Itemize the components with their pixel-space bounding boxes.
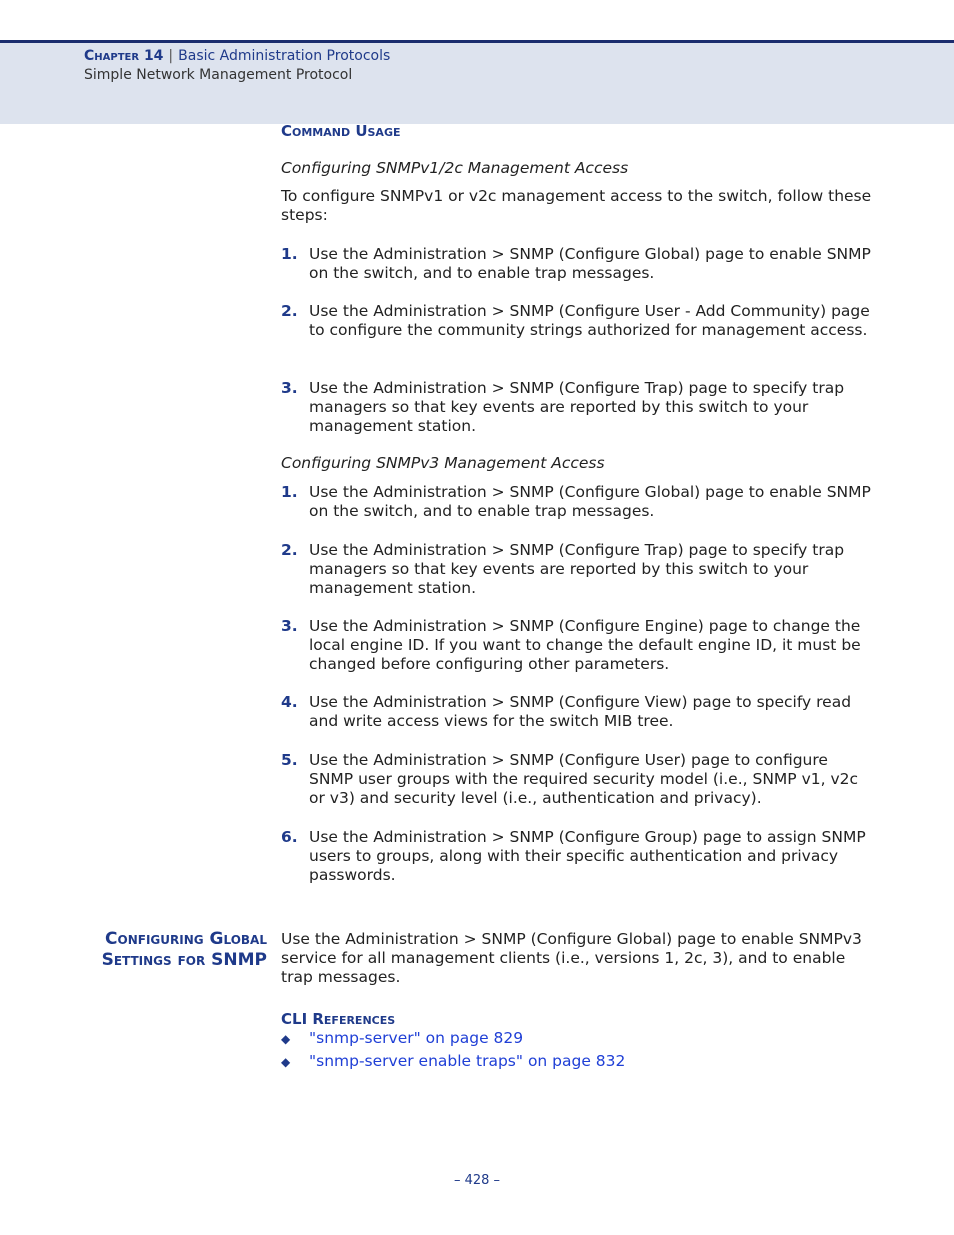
- v1v2c-intro: To configure SNMPv1 or v2c management access to the switch, follow these steps:: [281, 187, 872, 224]
- step-number: 1.: [281, 483, 298, 501]
- step-text: Use the Administration > SNMP (Configure View) page to specify read and write access views for the switch MIB tree.: [309, 693, 852, 730]
- list-item: [281, 302, 873, 340]
- v3-subheading: Configuring SNMPv3 Management Access: [281, 454, 605, 472]
- list-item: [281, 751, 873, 808]
- list-item: [281, 828, 873, 885]
- step-number: 2.: [281, 541, 298, 559]
- v1v2c-subheading: Configuring SNMPv1/2c Management Access: [281, 159, 629, 177]
- diamond-bullet-icon: ◆: [281, 1032, 291, 1046]
- step-number: 5.: [281, 751, 298, 769]
- running-header: [0, 40, 954, 124]
- header-separator: |: [168, 48, 174, 64]
- step-text: Use the Administration > SNMP (Configure Trap) page to specify trap managers so that key events are reported by this switch to your management station.: [309, 541, 845, 597]
- step-text: Use the Administration > SNMP (Configure Engine) page to change the local engine ID. If you want to change the default engine ID, it must be changed before configuring other parameters.: [309, 617, 861, 673]
- list-item: [281, 617, 873, 674]
- step-text: Use the Administration > SNMP (Configure Group) page to assign SNMP users to groups, along with their specific authentication and privacy passwords.: [309, 828, 866, 884]
- list-item: [281, 693, 873, 731]
- step-number: 2.: [281, 302, 298, 320]
- chapter-label: Chapter 14: [84, 48, 164, 64]
- step-text: Use the Administration > SNMP (Configure User - Add Community) page to configure the community strings authorized for management access.: [309, 302, 870, 339]
- step-number: 3.: [281, 379, 298, 397]
- chapter-title: Basic Administration Protocols: [178, 48, 391, 64]
- global-settings-side-heading: [60, 929, 267, 971]
- cli-reference-link[interactable]: "snmp-server enable traps" on page 832: [309, 1052, 626, 1070]
- list-item: [281, 541, 873, 598]
- step-text: Use the Administration > SNMP (Configure Global) page to enable SNMP on the switch, and to enable trap messages.: [309, 245, 871, 282]
- global-settings-body: Use the Administration > SNMP (Configure Global) page to enable SNMPv3 service for all management clients (i.e., versions 1, 2c, 3), and to enable trap messages.: [281, 930, 862, 986]
- step-text: Use the Administration > SNMP (Configure Global) page to enable SNMP on the switch, and to enable trap messages.: [309, 483, 871, 520]
- list-item: [281, 245, 873, 283]
- step-number: 6.: [281, 828, 298, 846]
- page-number: – 428 –: [453, 1173, 501, 1188]
- list-item: [281, 483, 873, 521]
- step-text: Use the Administration > SNMP (Configure User) page to configure SNMP user groups with the required security model (i.e., SNMP v1, v2c or v3) and security level (i.e., authentication and privacy).: [309, 751, 859, 807]
- command-usage-heading: Command Usage: [281, 122, 401, 140]
- cli-references-heading: CLI References: [281, 1010, 396, 1028]
- step-number: 1.: [281, 245, 298, 263]
- side-heading-line1: Configuring Global: [105, 929, 267, 949]
- step-number: 3.: [281, 617, 298, 635]
- cli-reference-link[interactable]: "snmp-server" on page 829: [309, 1029, 524, 1047]
- side-heading-line2: Settings for SNMP: [101, 950, 267, 970]
- step-text: Use the Administration > SNMP (Configure Trap) page to specify trap managers so that key events are reported by this switch to your management station.: [309, 379, 845, 435]
- list-item: [281, 379, 873, 436]
- header-chapter-line: [84, 48, 390, 64]
- diamond-bullet-icon: ◆: [281, 1055, 291, 1069]
- list-item: [281, 1052, 625, 1072]
- list-item: [281, 1029, 523, 1049]
- section-title: Simple Network Management Protocol: [84, 67, 353, 83]
- step-number: 4.: [281, 693, 298, 711]
